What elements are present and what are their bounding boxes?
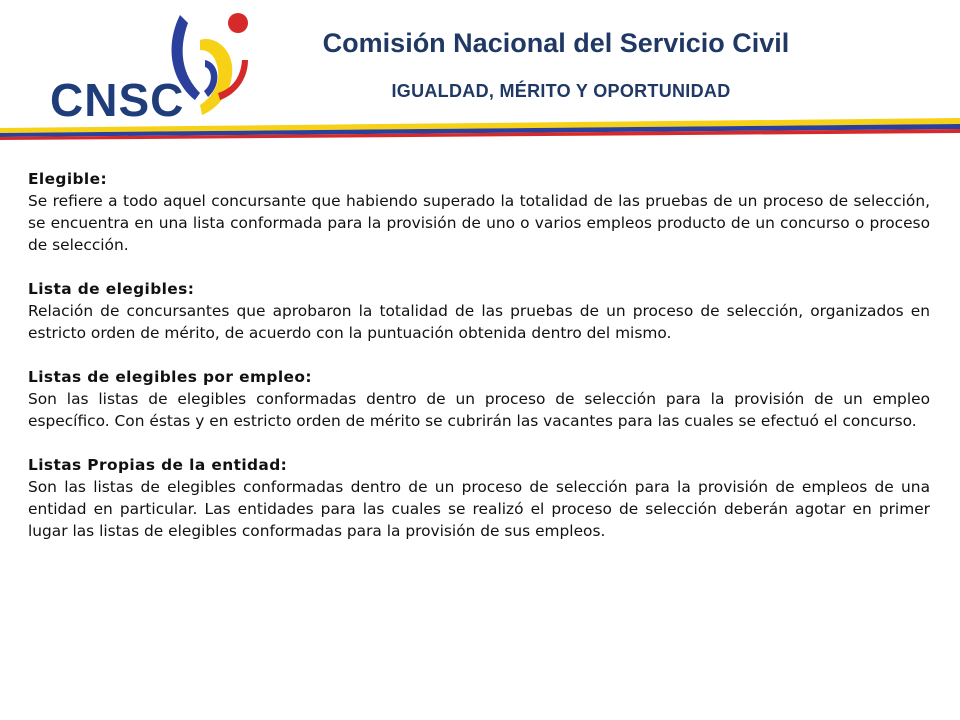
definition-section [28, 168, 930, 256]
cnsc-logo [40, 5, 255, 130]
definition-section [28, 366, 930, 432]
term-definition: Son las listas de elegibles conformadas dentro de un proceso de selección para la provisión de un empleo específico. Con éstas y en estricto orden de mérito se cubrirán las vacantes para las cuales se efectuó el concurso. [28, 390, 930, 430]
term-heading: Listas de elegibles por empleo: [28, 368, 312, 386]
term-heading: Listas Propias de la entidad: [28, 456, 288, 474]
definitions-content [28, 168, 930, 564]
term-definition: Relación de concursantes que aprobaron la totalidad de las pruebas de un proceso de selección, organizados en estricto orden de mérito, de acuerdo con la puntuación obtenida dentro del mismo. [28, 302, 930, 342]
term-heading: Lista de elegibles: [28, 280, 195, 298]
definition-section [28, 278, 930, 344]
definition-section [28, 454, 930, 542]
organization-title: Comisión Nacional del Servicio Civil [322, 28, 790, 58]
logo-text: CNSC [50, 74, 185, 126]
title-block [256, 28, 856, 102]
term-heading: Elegible: [28, 170, 108, 188]
term-definition: Se refiere a todo aquel concursante que habiendo superado la totalidad de las pruebas de un proceso de selección, se encuentra en una lista conformada para la provisión de uno o varios empleos producto de un concurso o proceso de selección. [28, 192, 930, 254]
flag-stripes [0, 118, 960, 140]
motto: IGUALDAD, MÉRITO Y OPORTUNIDAD [391, 81, 731, 101]
term-definition: Son las listas de elegibles conformadas dentro de un proceso de selección para la provisión de empleos de una entidad en particular. Las entidades para las cuales se realizó el proceso de selección deberán agotar en primer lugar las listas de elegibles conformadas para la provisión de sus empleos. [28, 478, 930, 540]
slide-header [0, 0, 960, 140]
